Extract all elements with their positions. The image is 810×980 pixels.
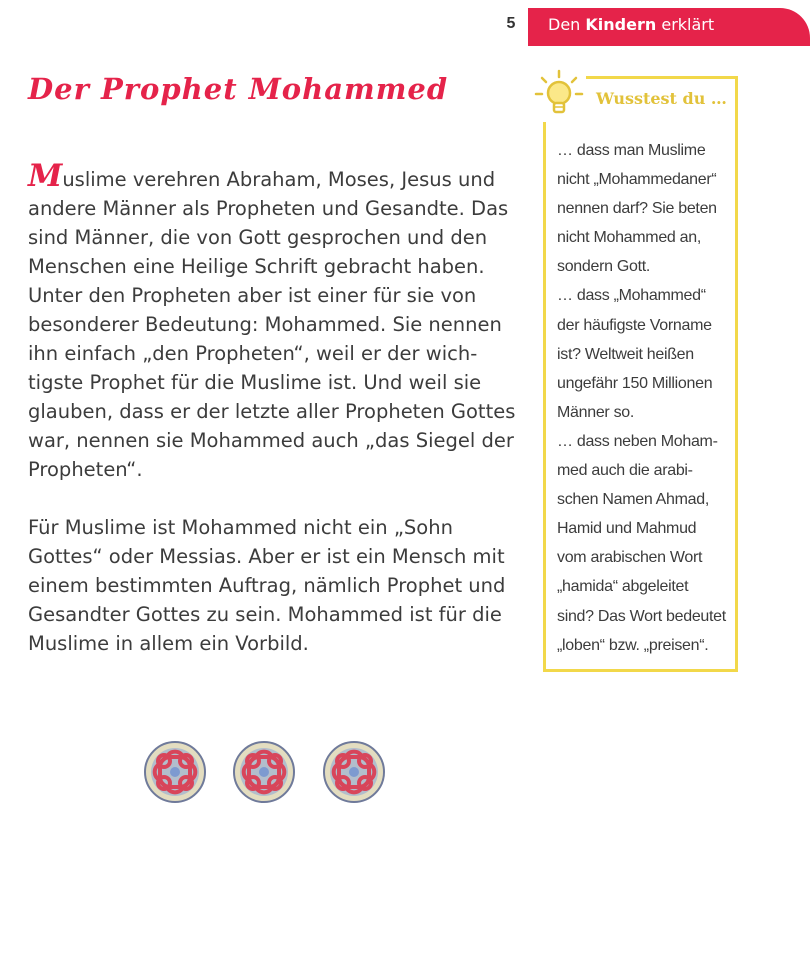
article-body [28,158,518,658]
paragraph-line: andere Männer als Propheten und Gesandte. Das [28,197,509,220]
fact-line: sind? Das Wort bedeutet [557,607,726,625]
knot-ornament-icon [233,741,295,803]
fact-line: nennen darf? Sie beten [557,200,717,218]
fact-box-heading: Wusstest du … [596,89,727,108]
paragraph-line: Propheten“. [28,458,143,481]
series-prefix: Den [548,15,581,34]
fact-line: Hamid und Mahmud [557,520,697,538]
paragraph-line: Muslime verehren Abraham, Moses, Jesus und [28,158,496,194]
page-number: 5 [506,15,516,32]
paragraph-line: tigste Prophet für die Muslime ist. Und weil sie [28,371,482,394]
paragraph-line: Für Muslime ist Mohammed nicht ein „Sohn [28,516,453,539]
series-banner [528,8,810,46]
paragraph-line: ihn einfach „den Propheten“, weil er der wich- [28,342,478,365]
fact-line: … dass man Muslime [557,142,706,159]
paragraph-1 [28,158,518,484]
fact-line: „hamida“ abgeleitet [557,578,689,596]
fact-line: schen Namen Ahmad, [557,491,710,509]
paragraph-line: besonderer Bedeutung: Mohammed. Sie nennen [28,313,502,336]
paragraph-line: Muslime in allem ein Vorbild. [28,632,309,655]
paragraph-line: sind Männer, die von Gott gesprochen und den [28,226,488,249]
fact-line: Männer so. [557,403,635,421]
paragraph-2 [28,513,518,658]
fact-line: sondern Gott. [557,258,651,276]
fact-line: der häufigste Vorname [557,316,712,334]
paragraph-line: war, nennen sie Mohammed auch „das Siegel der [28,429,514,452]
fact-line: med auch die arabi- [557,462,693,480]
paragraph-line: einem bestimmten Auftrag, nämlich Prophet und [28,574,506,597]
knot-ornament-icon [144,741,206,803]
drop-cap: M [28,158,63,194]
fact-line: ist? Weltweit heißen [557,345,694,363]
series-bold: Kindern [585,15,657,34]
paragraph-line: Menschen eine Heilige Schrift gebracht haben. [28,255,485,278]
fact-line: ungefähr 150 Millionen [557,374,713,392]
fact-box-text [557,136,737,660]
series-suffix: erklärt [661,15,715,34]
paragraph-line: glauben, dass er der letzte aller Propheten Gottes [28,400,516,423]
fact-line: nicht „Mohammedaner“ [557,171,717,189]
fact-line: … dass neben Moham- [557,432,718,450]
fact-line: … dass „Mohammed“ [557,287,706,305]
knot-ornament-icon [323,741,385,803]
paragraph-line: Gesandter Gottes zu sein. Mohammed ist für die [28,603,502,626]
fact-line: nicht Mohammed an, [557,229,702,247]
fact-line: „loben“ bzw. „preisen“. [557,636,709,654]
paragraph-line: Unter den Propheten aber ist einer für sie von [28,284,477,307]
fact-line: vom arabischen Wort [557,549,703,567]
lightbulb-icon [532,68,586,122]
page-title: Der Prophet Mohammed [28,72,449,106]
paragraph-line: Gottes“ oder Messias. Aber er ist ein Mensch mit [28,545,505,568]
